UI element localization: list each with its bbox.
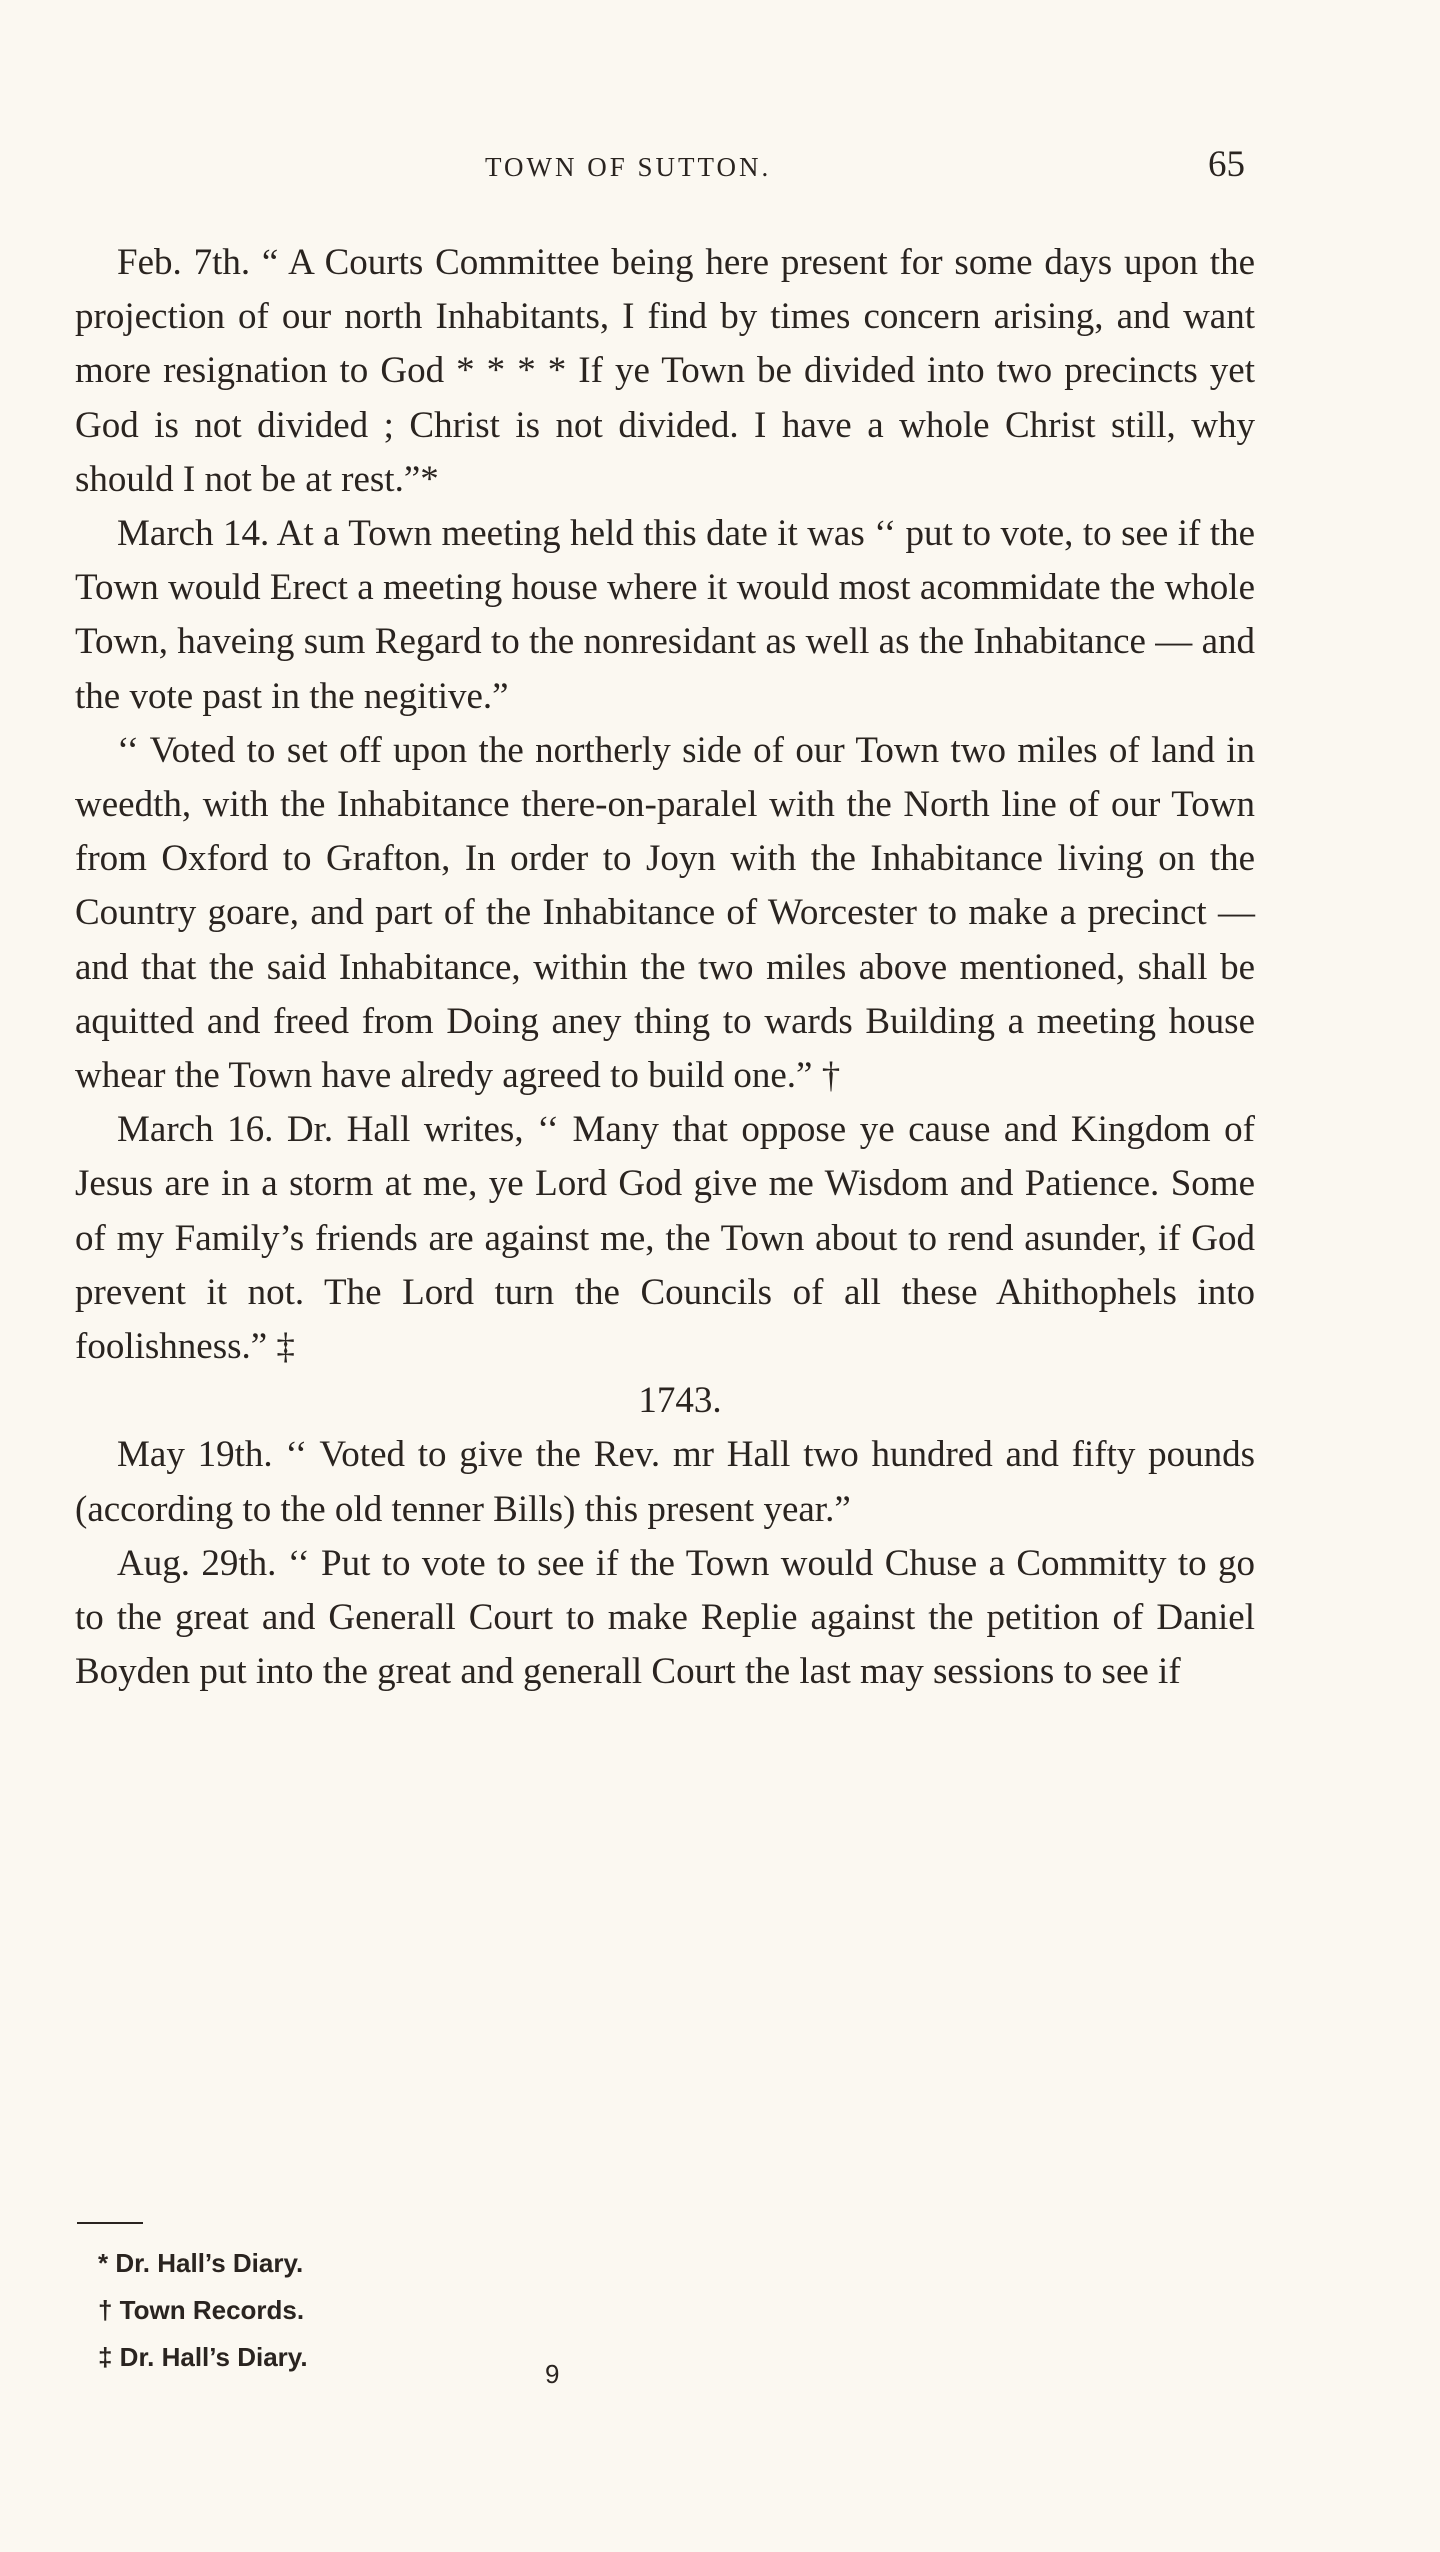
footnote-3: ‡ Dr. Hall’s Diary. <box>98 2342 308 2372</box>
footnote-divider <box>77 2222 143 2224</box>
page-number: 65 <box>1208 144 1245 185</box>
year-heading: 1743. <box>638 1380 722 1422</box>
paragraph-aug-29: Aug. 29th. ‘‘ Put to vote to see if the Town would Chuse a Committy to go to the great and Generall Court to make Replie against the petition of Daniel Boyden put into the great and generall Court the last may sessions to see if <box>75 1542 1255 1693</box>
body-text <box>75 236 1255 1699</box>
footnote-1: * Dr. Hall’s Diary. <box>98 2248 304 2278</box>
footnote-2: † Town Records. <box>98 2295 305 2325</box>
paragraph-may-19: May 19th. ‘‘ Voted to give the Rev. mr Hall two hundred and fifty pounds (according to the old tenner Bills) this present year.” <box>75 1434 1255 1530</box>
paragraph-march-14: March 14. At a Town meeting held this date it was ‘‘ put to vote, to see if the Town would Erect a meeting house where it would most acommidate the whole Town, haveing sum Regard to the nonresidant as well as the Inhabitance — and the vote past in the negitive.” <box>75 513 1255 717</box>
signature-mark: 9 <box>545 2359 560 2389</box>
paragraph-march-16: March 16. Dr. Hall writes, ‘‘ Many that oppose ye cause and Kingdom of Jesus are in a storm at me, ye Lord God give me Wisdom and Patience. Some of my Family’s friends are against me, the Town about to rend asunder, if God prevent it not. The Lord turn the Councils of all these Ahithophels into foolishness.” ‡ <box>75 1109 1255 1368</box>
paragraph-voted-set-off: ‘‘ Voted to set off upon the northerly side of our Town two miles of land in weedth, with the Inhabitance there-on-paralel with the North line of our Town from Oxford to Grafton, In order to Joyn with the Inhabitance living on the Country goare, and part of the Inhabitance of Worcester to make a precinct — and that the said Inhabitance, within the two miles above mentioned, shall be aquitted and freed from Doing aney thing to wards Building a meeting house whear the Town have alredy agreed to build one.” † <box>75 729 1255 1097</box>
paragraph-feb-7: Feb. 7th. “ A Courts Committee being here present for some days upon the projection of our north Inhabitants, I find by times concern arising, and want more resignation to God * * * * If ye Town be divided into two precincts yet God is not divided ; Christ is not divided. I have a whole Christ still, why should I not be at rest.”* <box>75 242 1255 500</box>
footnotes <box>98 2240 308 2381</box>
running-head: TOWN OF SUTTON. <box>485 152 772 182</box>
